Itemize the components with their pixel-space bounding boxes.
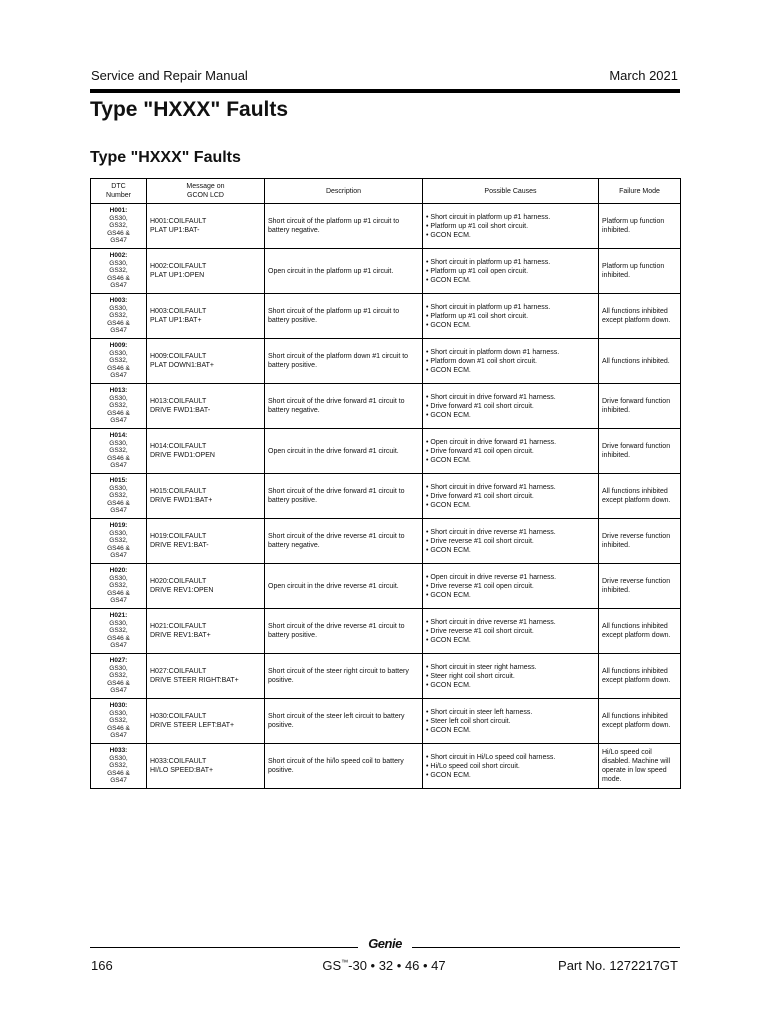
- cell-description: Short circuit of the steer left circuit to battery positive.: [265, 699, 423, 744]
- cause-item: • Short circuit in platform up #1 harness.: [426, 213, 551, 221]
- cell-dtc-number: [91, 339, 147, 384]
- cause-item: • Drive reverse #1 coil open circuit.: [426, 582, 534, 590]
- cause-item: • Short circuit in platform up #1 harness.: [426, 303, 551, 311]
- cell-possible-causes: [423, 474, 599, 519]
- cell-possible-causes: [423, 249, 599, 294]
- cell-dtc-number: [91, 294, 147, 339]
- cell-dtc-number: [91, 204, 147, 249]
- cell-possible-causes: [423, 564, 599, 609]
- table-row: [91, 429, 681, 474]
- cause-item: • Platform up #1 coil short circuit.: [426, 312, 529, 320]
- cell-possible-causes: [423, 204, 599, 249]
- cell-dtc-number: [91, 609, 147, 654]
- cause-item: • Platform up #1 coil short circuit.: [426, 222, 529, 230]
- table-row: [91, 294, 681, 339]
- dtc-code: H015:: [109, 477, 128, 485]
- cause-item: • Platform down #1 coil short circuit.: [426, 357, 537, 365]
- cause-item: • Short circuit in drive forward #1 harness.: [426, 483, 556, 491]
- cell-failure-mode: Platform up function inhibited.: [599, 249, 681, 294]
- cause-item: • GCON ECM.: [426, 501, 471, 509]
- dtc-models: GS30, GS32, GS46 & GS47: [107, 214, 130, 245]
- dtc-code: H002:: [109, 252, 128, 260]
- cause-item: • Short circuit in platform up #1 harness.: [426, 258, 551, 266]
- th-message: Message on GCON LCD: [147, 179, 265, 204]
- dtc-code: H020:: [109, 567, 128, 575]
- cell-failure-mode: All functions inhibited except platform down.: [599, 609, 681, 654]
- cell-message: H001:COILFAULT PLAT UP1:BAT-: [147, 204, 265, 249]
- table-row: [91, 744, 681, 789]
- cause-item: • Drive reverse #1 coil short circuit.: [426, 627, 534, 635]
- cell-description: Short circuit of the platform down #1 circuit to battery positive.: [265, 339, 423, 384]
- dtc-code: H019:: [109, 522, 128, 530]
- cell-description: Short circuit of the drive reverse #1 circuit to battery negative.: [265, 519, 423, 564]
- dtc-models: GS30, GS32, GS46 & GS47: [107, 259, 130, 290]
- cell-dtc-number: [91, 474, 147, 519]
- cause-item: • GCON ECM.: [426, 321, 471, 329]
- cell-failure-mode: Drive forward function inhibited.: [599, 429, 681, 474]
- table-row: [91, 519, 681, 564]
- cell-failure-mode: All functions inhibited except platform down.: [599, 474, 681, 519]
- cell-message: H014:COILFAULT DRIVE FWD1:OPEN: [147, 429, 265, 474]
- cause-item: • Drive forward #1 coil short circuit.: [426, 402, 534, 410]
- dtc-models: GS30, GS32, GS46 & GS47: [107, 394, 130, 425]
- cell-possible-causes: [423, 294, 599, 339]
- cell-failure-mode: Platform up function inhibited.: [599, 204, 681, 249]
- cause-item: • Open circuit in drive reverse #1 harness.: [426, 573, 557, 581]
- dtc-models: GS30, GS32, GS46 & GS47: [107, 484, 130, 515]
- dtc-code: H013:: [109, 387, 128, 395]
- cell-message: H013:COILFAULT DRIVE FWD1:BAT-: [147, 384, 265, 429]
- cause-item: • GCON ECM.: [426, 681, 471, 689]
- genie-logo: Genie: [368, 936, 402, 951]
- cause-item: • GCON ECM.: [426, 231, 471, 239]
- table-row: [91, 384, 681, 429]
- part-number: Part No. 1272217GT: [558, 958, 678, 973]
- cell-failure-mode: All functions inhibited except platform down.: [599, 294, 681, 339]
- cell-description: Short circuit of the steer right circuit to battery positive.: [265, 654, 423, 699]
- cell-failure-mode: Drive reverse function inhibited.: [599, 519, 681, 564]
- cell-possible-causes: [423, 744, 599, 789]
- cell-dtc-number: [91, 519, 147, 564]
- dtc-models: GS30, GS32, GS46 & GS47: [107, 349, 130, 380]
- footer-rule-right: [412, 947, 680, 948]
- table-row: [91, 474, 681, 519]
- cell-failure-mode: All functions inhibited except platform down.: [599, 699, 681, 744]
- cell-message: H002:COILFAULT PLAT UP1:OPEN: [147, 249, 265, 294]
- table-row: [91, 564, 681, 609]
- dtc-code: H014:: [109, 432, 128, 440]
- cell-description: Open circuit in the platform up #1 circuit.: [265, 249, 423, 294]
- cell-description: Open circuit in the drive reverse #1 circuit.: [265, 564, 423, 609]
- cell-description: Open circuit in the drive forward #1 circuit.: [265, 429, 423, 474]
- dtc-models: GS30, GS32, GS46 & GS47: [107, 439, 130, 470]
- th-failure-mode: Failure Mode: [599, 179, 681, 204]
- table-body: [91, 204, 681, 789]
- dtc-models: GS30, GS32, GS46 & GS47: [107, 574, 130, 605]
- cell-possible-causes: [423, 609, 599, 654]
- dtc-code: H033:: [109, 747, 128, 755]
- dtc-code: H009:: [109, 342, 128, 350]
- fault-table: [90, 178, 681, 789]
- cell-message: H030:COILFAULT DRIVE STEER LEFT:BAT+: [147, 699, 265, 744]
- cell-message: H020:COILFAULT DRIVE REV1:OPEN: [147, 564, 265, 609]
- cause-item: • GCON ECM.: [426, 726, 471, 734]
- dtc-models: GS30, GS32, GS46 & GS47: [107, 529, 130, 560]
- cause-item: • GCON ECM.: [426, 411, 471, 419]
- table-header-row: [91, 179, 681, 204]
- page-title: Type "HXXX" Faults: [90, 98, 289, 121]
- cause-item: • GCON ECM.: [426, 366, 471, 374]
- cause-item: • Hi/Lo speed coil short circuit.: [426, 762, 520, 770]
- model-prefix: GS: [322, 958, 342, 973]
- cell-possible-causes: [423, 384, 599, 429]
- cell-failure-mode: Drive forward function inhibited.: [599, 384, 681, 429]
- cell-description: Short circuit of the platform up #1 circuit to battery negative.: [265, 204, 423, 249]
- cause-item: • Drive forward #1 coil open circuit.: [426, 447, 534, 455]
- cell-possible-causes: [423, 654, 599, 699]
- cell-failure-mode: Drive reverse function inhibited.: [599, 564, 681, 609]
- section-title: Type "HXXX" Faults: [90, 149, 241, 166]
- th-description: Description: [265, 179, 423, 204]
- dtc-models: GS30, GS32, GS46 & GS47: [107, 709, 130, 740]
- header-manual-title: Service and Repair Manual: [91, 68, 248, 83]
- model-suffix: -30 • 32 • 46 • 47: [348, 958, 446, 973]
- cell-dtc-number: [91, 564, 147, 609]
- cell-message: H027:COILFAULT DRIVE STEER RIGHT:BAT+: [147, 654, 265, 699]
- cell-dtc-number: [91, 249, 147, 294]
- cause-item: • Short circuit in steer right harness.: [426, 663, 537, 671]
- cause-item: • Short circuit in drive reverse #1 harness.: [426, 528, 556, 536]
- cell-dtc-number: [91, 744, 147, 789]
- cause-item: • Drive forward #1 coil short circuit.: [426, 492, 534, 500]
- dtc-models: GS30, GS32, GS46 & GS47: [107, 304, 130, 335]
- th-dtc-number: DTC Number: [91, 179, 147, 204]
- cause-item: • Open circuit in drive forward #1 harness.: [426, 438, 557, 446]
- cause-item: • GCON ECM.: [426, 546, 471, 554]
- trademark-mark: ™: [341, 959, 349, 967]
- dtc-models: GS30, GS32, GS46 & GS47: [107, 619, 130, 650]
- cause-item: • Platform up #1 coil open circuit.: [426, 267, 529, 275]
- cell-dtc-number: [91, 384, 147, 429]
- cell-message: H003:COILFAULT PLAT UP1:BAT+: [147, 294, 265, 339]
- cause-item: • GCON ECM.: [426, 456, 471, 464]
- cell-message: H015:COILFAULT DRIVE FWD1:BAT+: [147, 474, 265, 519]
- cause-item: • Short circuit in drive reverse #1 harness.: [426, 618, 556, 626]
- cause-item: • Short circuit in Hi/Lo speed coil harness.: [426, 753, 556, 761]
- cell-message: H021:COILFAULT DRIVE REV1:BAT+: [147, 609, 265, 654]
- cell-failure-mode: Hi/Lo speed coil disabled. Machine will operate in low speed mode.: [599, 744, 681, 789]
- dtc-code: H027:: [109, 657, 128, 665]
- cell-dtc-number: [91, 654, 147, 699]
- cause-item: • Steer left coil short circuit.: [426, 717, 511, 725]
- cause-item: • Steer right coil short circuit.: [426, 672, 515, 680]
- cell-message: H019:COILFAULT DRIVE REV1:BAT-: [147, 519, 265, 564]
- dtc-code: H003:: [109, 297, 128, 305]
- dtc-code: H001:: [109, 207, 128, 215]
- cell-dtc-number: [91, 699, 147, 744]
- cell-possible-causes: [423, 429, 599, 474]
- cell-description: Short circuit of the drive forward #1 circuit to battery negative.: [265, 384, 423, 429]
- cell-dtc-number: [91, 429, 147, 474]
- cause-item: • Short circuit in platform down #1 harness.: [426, 348, 560, 356]
- cell-possible-causes: [423, 339, 599, 384]
- table-row: [91, 339, 681, 384]
- header-date: March 2021: [609, 68, 678, 83]
- table-row: [91, 654, 681, 699]
- dtc-models: GS30, GS32, GS46 & GS47: [107, 754, 130, 785]
- cause-item: • GCON ECM.: [426, 276, 471, 284]
- cell-failure-mode: All functions inhibited except platform down.: [599, 654, 681, 699]
- cause-item: • Drive reverse #1 coil short circuit.: [426, 537, 534, 545]
- cell-description: Short circuit of the hi/lo speed coil to battery positive.: [265, 744, 423, 789]
- cause-item: • GCON ECM.: [426, 771, 471, 779]
- cell-message: H009:COILFAULT PLAT DOWN1:BAT+: [147, 339, 265, 384]
- header-rule: [90, 89, 680, 93]
- cause-item: • Short circuit in drive forward #1 harness.: [426, 393, 556, 401]
- cell-description: Short circuit of the platform up #1 circuit to battery positive.: [265, 294, 423, 339]
- cell-possible-causes: [423, 699, 599, 744]
- cell-message: H033:COILFAULT HI/LO SPEED:BAT+: [147, 744, 265, 789]
- page-number: 166: [91, 958, 113, 973]
- cause-item: • GCON ECM.: [426, 636, 471, 644]
- cell-description: Short circuit of the drive reverse #1 circuit to battery positive.: [265, 609, 423, 654]
- th-possible-causes: Possible Causes: [423, 179, 599, 204]
- cause-item: • GCON ECM.: [426, 591, 471, 599]
- table-row: [91, 699, 681, 744]
- dtc-models: GS30, GS32, GS46 & GS47: [107, 664, 130, 695]
- cell-description: Short circuit of the drive forward #1 circuit to battery positive.: [265, 474, 423, 519]
- dtc-code: H030:: [109, 702, 128, 710]
- dtc-code: H021:: [109, 612, 128, 620]
- table-row: [91, 609, 681, 654]
- cell-possible-causes: [423, 519, 599, 564]
- cell-failure-mode: All functions inhibited.: [599, 339, 681, 384]
- table-row: [91, 204, 681, 249]
- table-row: [91, 249, 681, 294]
- footer-rule-left: [90, 947, 358, 948]
- cause-item: • Short circuit in steer left harness.: [426, 708, 533, 716]
